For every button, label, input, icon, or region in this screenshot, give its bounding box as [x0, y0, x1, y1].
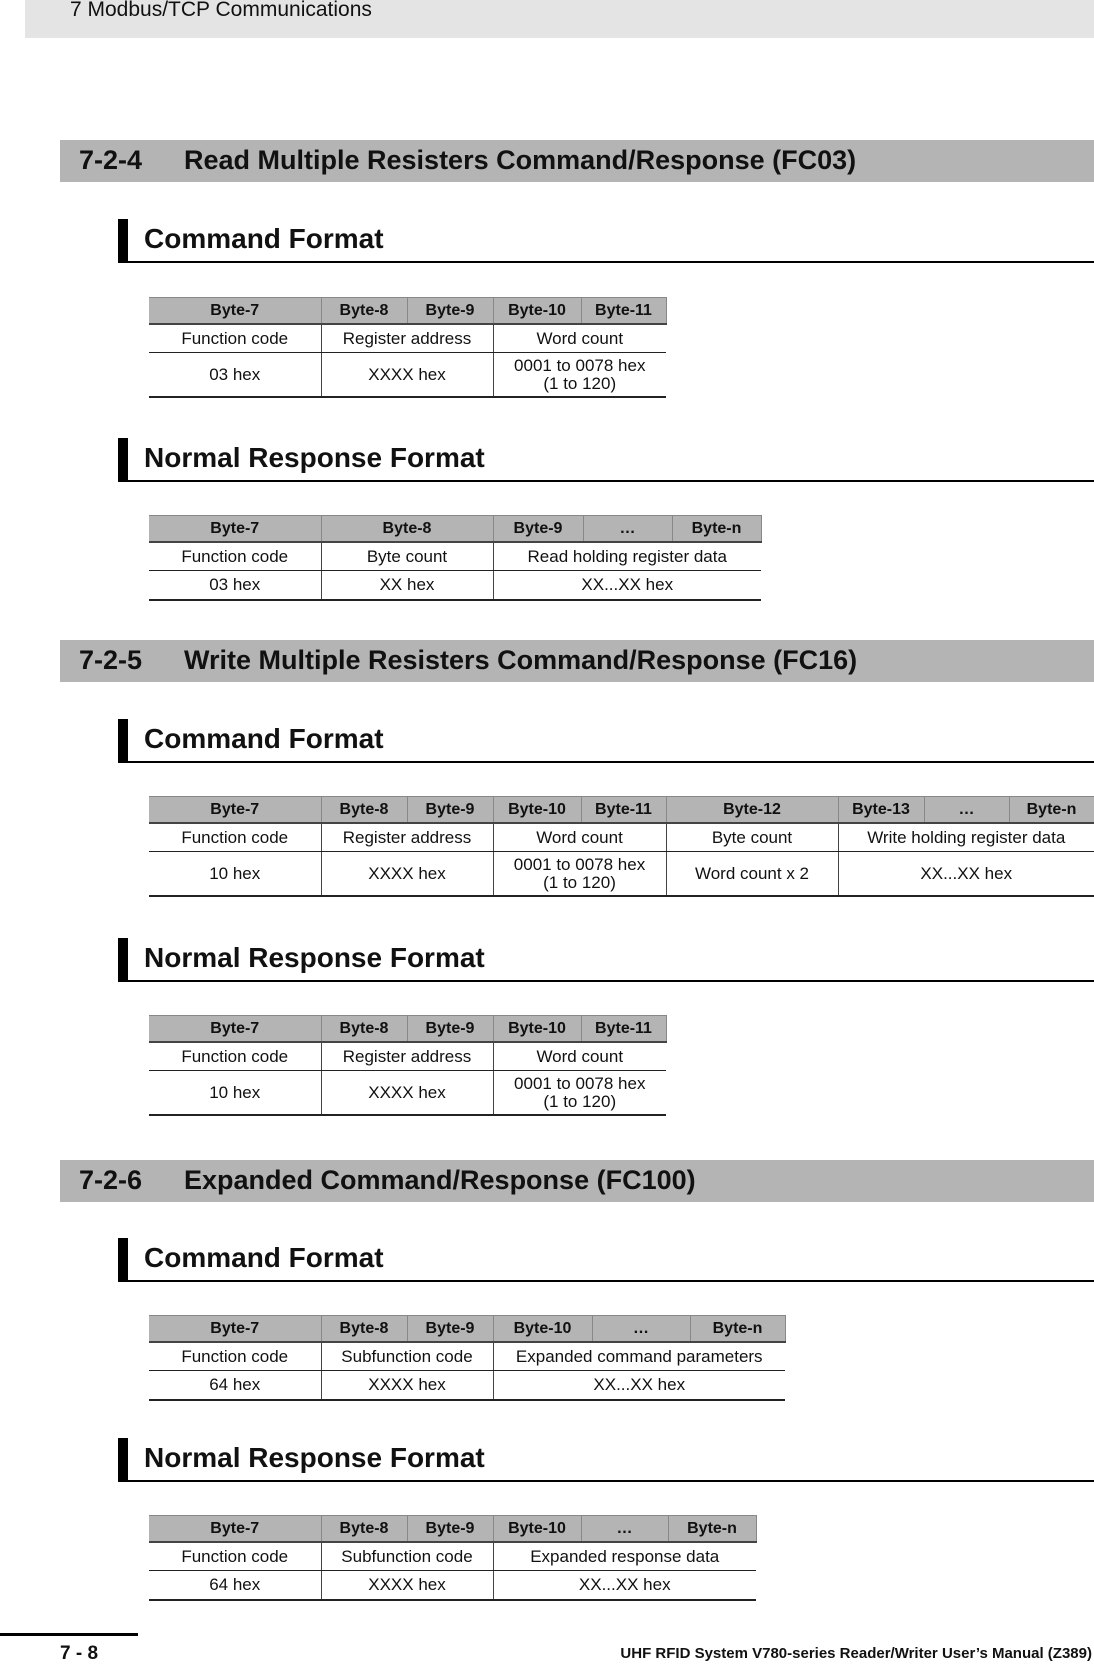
table-row: [149, 353, 666, 398]
table-header-cell: Byte-n: [672, 516, 761, 543]
table-cell: Function code: [149, 324, 321, 353]
word-count-value-cell: [493, 852, 666, 897]
table-header-cell: Byte-9: [407, 298, 493, 325]
table-cell: Expanded response data: [493, 1542, 756, 1571]
subheading-text: Normal Response Format: [144, 1442, 485, 1473]
table-header-cell: Byte-10: [493, 797, 581, 824]
table-header-cell: Byte-8: [321, 1016, 407, 1043]
table-cell: Word count x 2: [666, 852, 838, 897]
table-row: [149, 1071, 666, 1116]
table-header-cell: Byte-8: [321, 1316, 407, 1343]
table-cell: Word count: [493, 324, 666, 353]
table-header-cell: Byte-10: [493, 298, 581, 325]
subheading-text: Normal Response Format: [144, 942, 485, 973]
table-header-cell: …: [592, 1316, 690, 1343]
table-header-cell: Byte-12: [666, 797, 838, 824]
table-header-cell: Byte-9: [493, 516, 583, 543]
table-header-cell: Byte-11: [581, 1016, 666, 1043]
subheading-text: Normal Response Format: [144, 442, 485, 473]
table-header-cell: Byte-7: [149, 1316, 321, 1343]
subheading-text: Command Format: [144, 723, 384, 754]
word-count-value-cell: [493, 1071, 666, 1116]
table-header-cell: Byte-7: [149, 298, 321, 325]
section-7-2-5-heading: [60, 640, 1094, 682]
table-cell: XX...XX hex: [493, 1571, 756, 1601]
table-cell: 64 hex: [149, 1571, 321, 1601]
table-cell: Subfunction code: [321, 1542, 493, 1571]
section-title: Write Multiple Resisters Command/Response (FC16): [184, 645, 858, 675]
table-cell: Read holding register data: [493, 542, 761, 571]
word-count-decimal: (1 to 120): [543, 872, 616, 892]
word-count-decimal: (1 to 120): [543, 1091, 617, 1111]
table-cell: Word count: [493, 823, 666, 852]
table-cell: Register address: [321, 324, 493, 353]
table-cell: Function code: [149, 823, 321, 852]
table-cell: 10 hex: [149, 1071, 321, 1116]
table-header-row: [149, 1316, 785, 1343]
table-header-cell: Byte-n: [1009, 797, 1094, 824]
table-cell: 10 hex: [149, 852, 321, 897]
command-format-heading: [118, 1238, 1094, 1282]
table-cell: Subfunction code: [321, 1342, 493, 1371]
table-header-cell: Byte-13: [838, 797, 924, 824]
normal-response-format-heading: [118, 438, 1094, 482]
table-cell: 03 hex: [149, 571, 321, 601]
table-header-row: [149, 298, 666, 325]
table-row: [149, 823, 1094, 852]
section-number: 7-2-5: [79, 645, 143, 675]
fc16-command-table: [149, 796, 1094, 897]
table-header-cell: Byte-8: [321, 516, 493, 543]
table-header-cell: …: [581, 1516, 668, 1543]
table-header-cell: Byte-9: [407, 1316, 493, 1343]
section-title: Expanded Command/Response (FC100): [184, 1165, 696, 1195]
subheading-text: Command Format: [144, 223, 384, 254]
table-cell: XXXX hex: [321, 1071, 493, 1116]
word-count-hex: 0001 to 0078 hex: [513, 854, 646, 874]
table-header-cell: Byte-10: [493, 1516, 581, 1543]
table-cell: Function code: [149, 1542, 321, 1571]
command-format-heading: [118, 219, 1094, 263]
table-header-cell: Byte-7: [149, 1016, 321, 1043]
table-header-row: [149, 1016, 666, 1043]
table-header-cell: Byte-n: [690, 1316, 785, 1343]
word-count-decimal: (1 to 120): [543, 373, 617, 393]
table-cell: Byte count: [666, 823, 838, 852]
table-header-cell: Byte-11: [581, 797, 666, 824]
table-header-cell: Byte-11: [581, 298, 666, 325]
table-cell: Byte count: [321, 542, 493, 571]
table-cell: 03 hex: [149, 353, 321, 398]
table-header-cell: Byte-10: [493, 1016, 581, 1043]
table-header-cell: Byte-9: [407, 1016, 493, 1043]
subheading-text: Command Format: [144, 1242, 384, 1273]
fc100-command-table: [149, 1315, 786, 1401]
normal-response-format-heading: [118, 1438, 1094, 1482]
table-header-cell: Byte-n: [668, 1516, 756, 1543]
page-number: 7 - 8: [60, 1643, 99, 1664]
table-cell: XXXX hex: [321, 852, 493, 897]
table-row: [149, 542, 761, 571]
table-header-row: [149, 1516, 756, 1543]
table-header-cell: …: [583, 516, 672, 543]
chapter-header-bar: [25, 0, 1094, 38]
table-header-cell: …: [924, 797, 1009, 824]
table-cell: XX...XX hex: [493, 1371, 785, 1401]
table-cell: Expanded command parameters: [493, 1342, 785, 1371]
chapter-title: 7 Modbus/TCP Communications: [70, 0, 372, 21]
table-cell: 64 hex: [149, 1371, 321, 1401]
table-cell: XX...XX hex: [838, 852, 1094, 897]
table-header-cell: Byte-7: [149, 1516, 321, 1543]
section-number: 7-2-4: [79, 145, 143, 175]
table-header-cell: Byte-8: [321, 1516, 407, 1543]
fc100-response-table: [149, 1515, 757, 1601]
table-cell: XXXX hex: [321, 1371, 493, 1401]
normal-response-format-heading: [118, 938, 1094, 982]
command-format-heading: [118, 719, 1094, 763]
table-header-row: [149, 516, 761, 543]
table-header-cell: Byte-7: [149, 516, 321, 543]
table-cell: Function code: [149, 1042, 321, 1071]
section-7-2-4-heading: [60, 140, 1094, 182]
table-header-cell: Byte-10: [493, 1316, 592, 1343]
fc03-command-table: [149, 297, 667, 398]
table-header-row: [149, 797, 1094, 824]
table-row: [149, 852, 1094, 897]
table-cell: XXXX hex: [321, 353, 493, 398]
table-cell: Word count: [493, 1042, 666, 1071]
table-cell: Function code: [149, 1342, 321, 1371]
table-cell: Function code: [149, 542, 321, 571]
fc03-response-table: [149, 515, 762, 601]
word-count-hex: 0001 to 0078 hex: [514, 355, 646, 375]
table-cell: XX hex: [321, 571, 493, 601]
section-number: 7-2-6: [79, 1165, 143, 1195]
table-row: [149, 1542, 756, 1571]
section-title: Read Multiple Resisters Command/Response (FC03): [184, 145, 857, 175]
fc16-response-table: [149, 1015, 667, 1116]
table-row: [149, 1571, 756, 1601]
section-7-2-6-heading: [60, 1160, 1094, 1202]
table-row: [149, 1042, 666, 1071]
table-cell: Write holding register data: [838, 823, 1094, 852]
word-count-value-cell: [493, 353, 666, 398]
table-cell: Register address: [321, 823, 493, 852]
word-count-hex: 0001 to 0078 hex: [514, 1073, 646, 1093]
table-row: [149, 1342, 785, 1371]
table-header-cell: Byte-8: [321, 298, 407, 325]
manual-title: UHF RFID System V780-series Reader/Writer User’s Manual (Z389): [620, 1645, 1092, 1662]
table-row: [149, 324, 666, 353]
table-row: [149, 1371, 785, 1401]
table-header-cell: Byte-8: [321, 797, 407, 824]
table-cell: XXXX hex: [321, 1571, 493, 1601]
table-row: [149, 571, 761, 601]
table-cell: XX...XX hex: [493, 571, 761, 601]
table-cell: Register address: [321, 1042, 493, 1071]
footer-rule: [0, 1633, 138, 1636]
table-header-cell: Byte-9: [407, 797, 493, 824]
table-header-cell: Byte-9: [407, 1516, 493, 1543]
table-header-cell: Byte-7: [149, 797, 321, 824]
